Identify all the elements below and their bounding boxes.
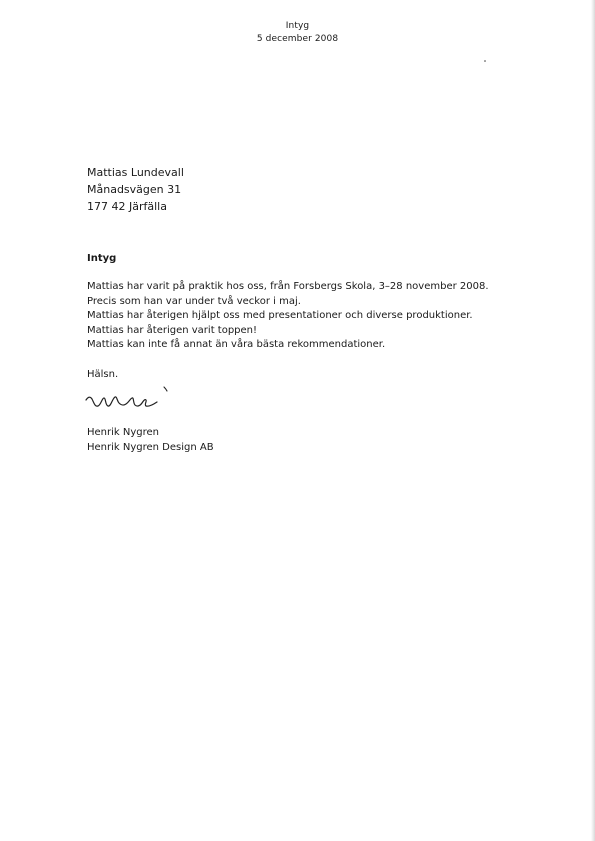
body-line: Mattias har varit på praktik hos oss, från Forsbergs Skola, 3–28 november 2008. [87,281,489,292]
recipient-address [87,164,184,215]
header-date: 5 december 2008 [256,34,339,44]
recipient-name: Mattias Lundevall [87,166,184,179]
handwritten-signature [84,384,184,420]
recipient-street: Månadsvägen 31 [87,183,182,196]
closing-greeting: Hälsn. [87,369,119,380]
body-line: Mattias kan inte få annat än våra bästa rekommendationer. [87,339,386,350]
letter-body [87,280,489,353]
sender-company: Henrik Nygren Design AB [87,441,214,453]
body-line: Mattias har återigen hjälpt oss med presentationer och diverse produktioner. [87,310,473,321]
sender-name: Henrik Nygren [87,427,159,438]
sender-block [87,426,214,455]
body-line: Mattias har återigen varit toppen! [87,324,258,336]
paper-edge-shadow [591,0,595,841]
recipient-postal: 177 42 Järfälla [87,200,167,213]
header-title: Intyg [285,21,310,31]
scan-speck [484,60,486,62]
letter-header [0,20,595,46]
letter-subject: Intyg [87,253,117,264]
body-line: Precis som han var under två veckor i maj. [87,295,301,307]
